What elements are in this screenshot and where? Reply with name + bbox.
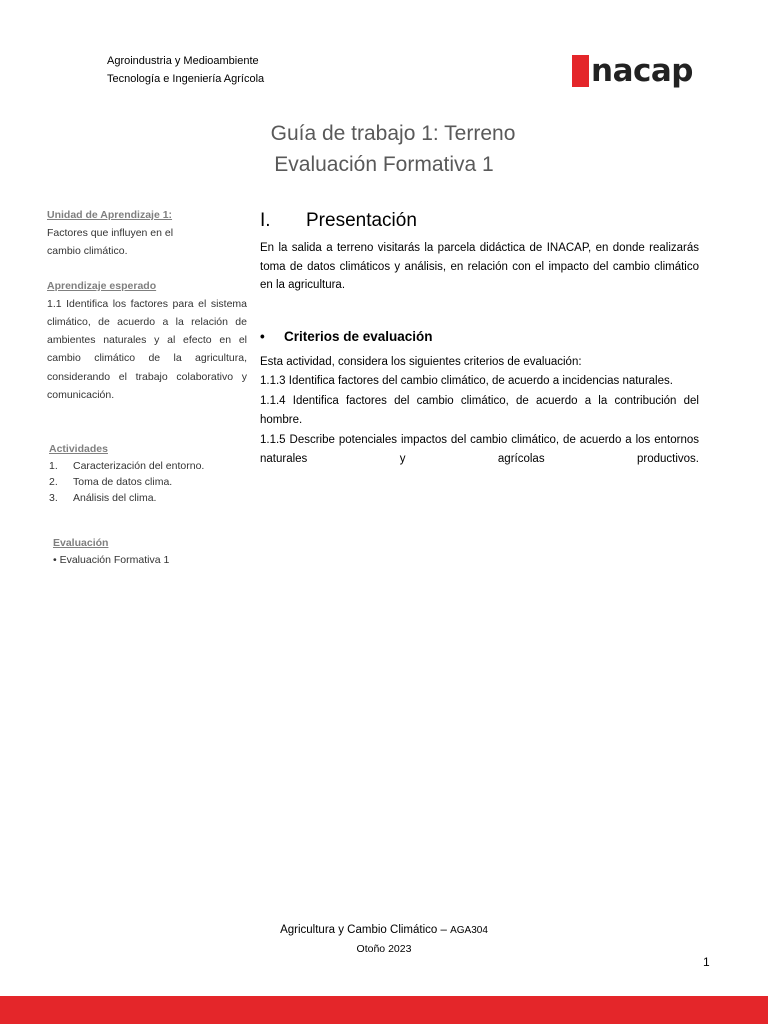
header-career: Tecnología e Ingeniería Agrícola <box>107 73 265 85</box>
unit-text: Factores que influyen en el cambio climático. <box>47 227 174 258</box>
bullet-icon: • <box>260 328 265 344</box>
criteria-heading <box>260 327 699 347</box>
activities-heading: Actividades <box>49 443 108 456</box>
sidebar <box>47 206 247 568</box>
list-item: 3. Análisis del clima. <box>49 492 157 505</box>
evaluation-item: • Evaluación Formativa 1 <box>53 554 170 567</box>
criterion-item: 1.1.4 Identifica factores del cambio climático, de acuerdo a la contribución del hombre. <box>260 394 699 426</box>
title-line-2: Evaluación Formativa 1 <box>274 153 494 176</box>
unit-heading: Unidad de Aprendizaje 1: <box>47 209 173 221</box>
criterion-item: 1.1.3 Identifica factores del cambio climático, de acuerdo a incidencias naturales. <box>260 375 673 387</box>
document-title <box>0 118 768 180</box>
footer <box>0 921 768 958</box>
expected-heading: Aprendizaje esperado <box>47 279 157 292</box>
criteria-intro: Esta actividad, considera los siguientes criterios de evaluación: <box>260 355 582 368</box>
title-line-1: Guía de trabajo 1: Terreno <box>270 122 516 145</box>
activities-list <box>49 458 247 506</box>
evaluation-heading: Evaluación <box>53 537 109 550</box>
header-area: Agroindustria y Medioambiente <box>107 55 259 67</box>
course-code: AGA304 <box>450 925 488 936</box>
section-heading <box>260 206 699 236</box>
main-content <box>260 206 699 470</box>
inacap-logo <box>572 52 693 90</box>
section-number: I. <box>260 210 271 231</box>
logo-red-mark <box>572 55 589 87</box>
footer-course: Agricultura y Cambio Climático – AGA304 <box>280 924 488 936</box>
footer-term: Otoño 2023 <box>356 943 412 955</box>
section-title: Presentación <box>306 210 417 231</box>
evaluation-section <box>47 534 247 568</box>
criteria-list <box>260 353 699 470</box>
criteria-heading-text: Criterios de evaluación <box>284 328 433 344</box>
page-number: 1 <box>703 955 710 969</box>
activities-section <box>47 440 247 506</box>
intro-paragraph: En la salida a terreno visitarás la parcela didáctica de INACAP, en donde realizarás toma de datos climáticos y análisis, en relación con el impacto del cambio climático en la agricultura. <box>260 242 699 291</box>
expected-text: 1.1 Identifica los factores para el sistema climático, de acuerdo a la relación de ambientes naturales y al efecto en el cambio climático de la agricultura, considerando el trabajo colaborativo y comunicación. <box>47 297 247 401</box>
list-item: 1. Caracterización del entorno. <box>49 460 205 473</box>
criterion-item: 1.1.5 Describe potenciales impactos del cambio climático, de acuerdo a los entornos naturales y agrícolas productivos. <box>260 433 699 465</box>
header-institution <box>107 52 264 88</box>
list-item: 2. Toma de datos clima. <box>49 476 173 489</box>
footer-red-bar <box>0 996 768 1024</box>
logo-wordmark: nacap <box>591 53 693 89</box>
